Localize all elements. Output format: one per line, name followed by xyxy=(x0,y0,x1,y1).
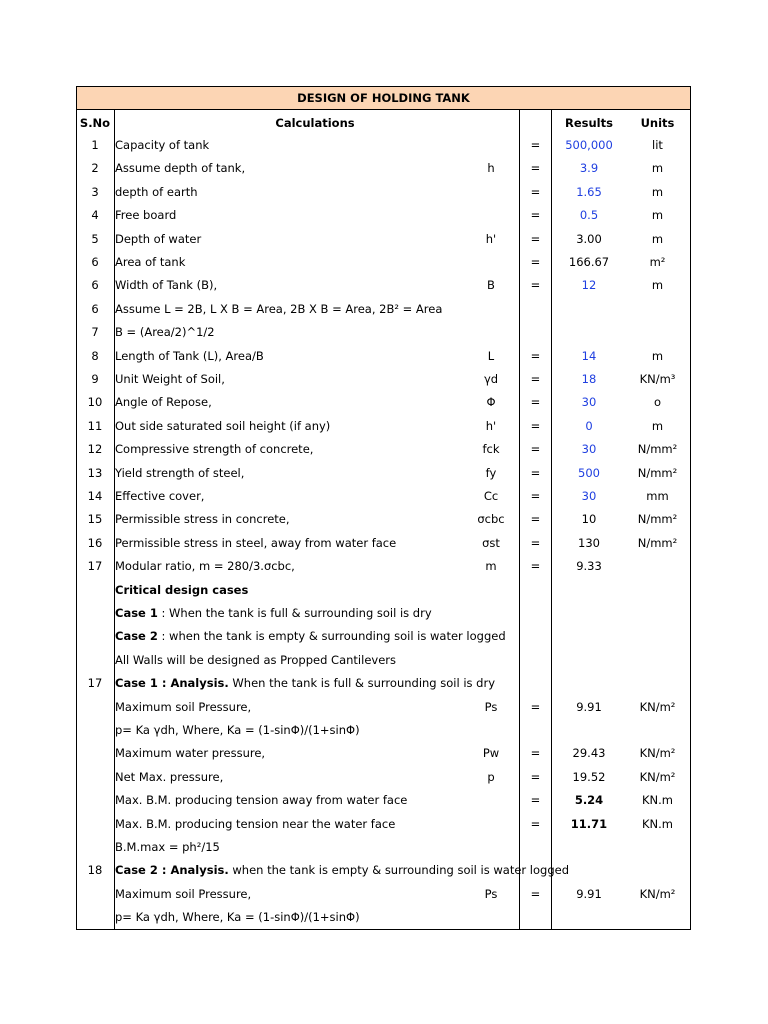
row-number: 17 xyxy=(87,559,103,574)
row-calculation-text: Angle of Repose, xyxy=(115,395,212,410)
table-row xyxy=(76,672,691,695)
row-symbol: h xyxy=(487,161,495,176)
row-calculation xyxy=(115,859,569,882)
row-result: 29.43 xyxy=(572,746,606,761)
header-results: Results xyxy=(565,116,613,130)
row-result: 30 xyxy=(581,489,597,503)
row-calculation-text: Assume L = 2B, L X B = Area, 2B X B = Area, 2B² = Area xyxy=(115,301,443,316)
row-calculation-text: All Walls will be designed as Propped Cantilevers xyxy=(115,652,396,667)
row-symbol: p xyxy=(487,769,495,784)
row-calculation xyxy=(115,204,176,227)
row-symbol: γd xyxy=(483,372,499,386)
row-calculation-text: when the tank is empty & surrounding soil is water logged xyxy=(228,863,569,878)
row-unit: lit xyxy=(652,138,663,152)
row-calculation-label: Case 2 xyxy=(115,629,158,644)
row-symbol: σst xyxy=(482,535,500,550)
row-calculation xyxy=(115,696,251,719)
row-calculation xyxy=(115,789,407,812)
row-unit: KN.m xyxy=(641,793,673,808)
table-row xyxy=(76,602,691,625)
row-unit: m xyxy=(651,278,664,293)
row-symbol: h' xyxy=(485,418,497,433)
row-calculation-text: When the tank is full & surrounding soil is dry xyxy=(228,676,496,691)
row-unit: m xyxy=(651,161,664,176)
row-calculation xyxy=(115,181,198,204)
row-unit: m xyxy=(651,184,664,199)
row-result: 18 xyxy=(581,372,597,386)
row-number: 7 xyxy=(91,325,99,340)
row-symbol: L xyxy=(487,348,495,363)
row-calculation xyxy=(115,532,396,555)
row-calculation-text: Effective cover, xyxy=(115,489,205,503)
row-calculation-text: Maximum soil Pressure, xyxy=(115,699,252,714)
row-number: 8 xyxy=(91,348,99,363)
row-calculation xyxy=(115,672,495,695)
row-unit: KN.m xyxy=(641,816,673,831)
row-unit: N/mm² xyxy=(637,535,678,550)
table-row xyxy=(76,368,691,391)
table-row xyxy=(76,462,691,485)
row-result: 1.65 xyxy=(576,184,602,199)
row-calculation-text: Maximum water pressure, xyxy=(115,746,266,761)
row-unit: KN/m³ xyxy=(639,372,676,386)
row-calculation xyxy=(115,228,201,251)
row-calculation xyxy=(115,508,290,531)
row-calculation xyxy=(115,462,244,485)
row-unit: KN/m² xyxy=(639,886,676,901)
table-row xyxy=(76,742,691,765)
row-equals: = xyxy=(530,699,541,714)
row-result: 3.9 xyxy=(579,161,599,176)
row-calculation xyxy=(115,485,204,508)
row-calculation-text: Depth of water xyxy=(115,231,202,246)
row-unit: KN/m² xyxy=(639,746,676,761)
row-result: 9.91 xyxy=(576,886,602,901)
row-number: 11 xyxy=(87,418,103,433)
table-row xyxy=(76,836,691,859)
row-calculation xyxy=(115,368,225,391)
row-calculation-text: p= Ka γdh, Where, Ka = (1-sinΦ)/(1+sinΦ) xyxy=(115,910,360,925)
row-number: 6 xyxy=(91,255,99,269)
header-calculations: Calculations xyxy=(275,116,355,130)
row-result: 500,000 xyxy=(565,138,613,152)
table-row xyxy=(76,766,691,789)
table-row xyxy=(76,649,691,672)
row-symbol: fck xyxy=(482,442,500,457)
row-calculation-text: Modular ratio, m = 280/3.σcbc, xyxy=(115,559,295,574)
row-result: 9.91 xyxy=(576,699,602,714)
row-calculation xyxy=(115,345,264,368)
table-row xyxy=(76,274,691,297)
row-equals: = xyxy=(530,769,541,784)
row-result: 30 xyxy=(581,395,597,410)
row-calculation-text: Free board xyxy=(115,208,177,223)
row-symbol: Pw xyxy=(482,746,500,761)
row-result: 130 xyxy=(578,535,600,550)
header-units: Units xyxy=(640,116,675,130)
row-equals: = xyxy=(530,138,541,152)
row-calculation-text: Critical design cases xyxy=(115,582,249,597)
row-calculation xyxy=(115,579,248,602)
row-calculation-text: Capacity of tank xyxy=(115,138,210,152)
row-calculation-text: B.M.max = ph²/15 xyxy=(115,840,220,854)
row-calculation-text: Out side saturated soil height (if any) xyxy=(115,418,331,433)
row-symbol: m xyxy=(485,559,497,574)
table-row xyxy=(76,391,691,414)
row-calculation xyxy=(115,555,295,578)
row-number: 17 xyxy=(87,676,103,691)
table-row xyxy=(76,883,691,906)
row-unit: mm xyxy=(646,489,669,503)
row-calculation-text: Unit Weight of Soil, xyxy=(115,372,225,386)
row-calculation xyxy=(115,649,396,672)
row-calculation xyxy=(115,391,212,414)
header-sno: S.No xyxy=(79,116,111,130)
row-result: 3.00 xyxy=(576,231,602,246)
row-equals: = xyxy=(530,512,541,527)
row-unit: m² xyxy=(649,255,666,269)
table-row xyxy=(76,696,691,719)
row-calculation-text: B = (Area/2)^1/2 xyxy=(115,325,215,340)
row-equals: = xyxy=(530,395,541,410)
table-row xyxy=(76,228,691,251)
row-calculation-text: Permissible stress in concrete, xyxy=(115,512,290,527)
row-result: 0 xyxy=(585,418,593,433)
row-result: 10 xyxy=(581,512,597,527)
row-equals: = xyxy=(530,184,541,199)
row-equals: = xyxy=(530,746,541,761)
table-row xyxy=(76,321,691,344)
row-unit: o xyxy=(653,395,662,410)
row-calculation-text: Width of Tank (B), xyxy=(115,278,218,293)
row-number: 9 xyxy=(91,372,99,386)
table-row xyxy=(76,719,691,742)
row-result: 0.5 xyxy=(579,208,599,223)
row-calculation xyxy=(115,625,506,648)
row-equals: = xyxy=(530,535,541,550)
row-calculation-label: Case 1 : Analysis. xyxy=(115,676,229,691)
row-equals: = xyxy=(530,255,541,269)
row-calculation-text: Max. B.M. producing tension near the water face xyxy=(115,816,396,831)
row-calculation-text: Area of tank xyxy=(115,255,186,269)
row-calculation-text: p= Ka γdh, Where, Ka = (1-sinΦ)/(1+sinΦ) xyxy=(115,723,360,737)
row-symbol: h' xyxy=(485,231,497,246)
table-row xyxy=(76,251,691,274)
row-calculation-text: Length of Tank (L), Area/B xyxy=(115,348,264,363)
table-row xyxy=(76,579,691,602)
row-equals: = xyxy=(530,348,541,363)
table-row xyxy=(76,415,691,438)
row-unit: KN/m² xyxy=(639,699,676,714)
row-number: 1 xyxy=(91,138,99,152)
row-equals: = xyxy=(530,465,541,480)
row-equals: = xyxy=(530,886,541,901)
row-calculation-text: : when the tank is empty & surrounding soil is water logged xyxy=(157,629,506,644)
table-row xyxy=(76,813,691,836)
row-calculation xyxy=(115,766,223,789)
row-calculation xyxy=(115,251,185,274)
header-row xyxy=(76,112,691,135)
row-calculation-text: Assume depth of tank, xyxy=(115,161,246,176)
row-symbol: Cc xyxy=(483,489,499,503)
row-symbol: Ps xyxy=(484,886,498,901)
row-calculation xyxy=(115,298,442,321)
table-row xyxy=(76,485,691,508)
row-result: 166.67 xyxy=(568,255,610,269)
row-result: 5.24 xyxy=(574,793,604,808)
row-number: 15 xyxy=(87,512,103,527)
row-calculation xyxy=(115,157,245,180)
row-result: 30 xyxy=(581,442,597,457)
row-calculation-text: Maximum soil Pressure, xyxy=(115,886,252,901)
row-result: 12 xyxy=(581,278,597,293)
row-equals: = xyxy=(530,278,541,293)
row-result: 11.71 xyxy=(570,816,608,831)
row-symbol: Φ xyxy=(486,395,496,410)
row-calculation xyxy=(115,602,432,625)
row-unit: m xyxy=(651,348,664,363)
row-calculation-text: : When the tank is full & surrounding soil is dry xyxy=(157,606,432,620)
table-row xyxy=(76,508,691,531)
table-row xyxy=(76,134,691,157)
row-calculation-label: Case 1 xyxy=(115,606,158,620)
table-row xyxy=(76,204,691,227)
table-row xyxy=(76,906,691,929)
row-unit: N/mm² xyxy=(637,465,678,480)
table-row xyxy=(76,789,691,812)
row-unit: N/mm² xyxy=(637,512,678,527)
row-equals: = xyxy=(530,208,541,223)
table-row xyxy=(76,859,691,882)
row-calculation-text: Net Max. pressure, xyxy=(115,769,224,784)
table-row xyxy=(76,555,691,578)
row-calculation xyxy=(115,321,215,344)
row-calculation xyxy=(115,813,395,836)
row-calculation xyxy=(115,883,251,906)
row-result: 14 xyxy=(581,348,597,363)
row-calculation xyxy=(115,438,313,461)
row-equals: = xyxy=(530,161,541,176)
row-calculation-text: depth of earth xyxy=(115,184,198,199)
row-number: 4 xyxy=(91,208,99,223)
row-calculation xyxy=(115,906,360,929)
row-calculation xyxy=(115,274,217,297)
row-result: 500 xyxy=(578,465,600,480)
row-number: 16 xyxy=(87,535,103,550)
row-number: 14 xyxy=(87,489,103,503)
row-calculation xyxy=(115,719,360,742)
row-result: 19.52 xyxy=(572,769,606,784)
row-unit: m xyxy=(651,418,664,433)
row-equals: = xyxy=(530,231,541,246)
row-calculation-text: Yield strength of steel, xyxy=(115,465,245,480)
row-unit: N/mm² xyxy=(637,442,678,457)
table-row xyxy=(76,181,691,204)
row-unit: m xyxy=(651,208,664,223)
row-symbol: B xyxy=(487,278,495,293)
sheet-title: DESIGN OF HOLDING TANK xyxy=(76,86,691,110)
table-row xyxy=(76,438,691,461)
row-number: 3 xyxy=(91,184,99,199)
row-equals: = xyxy=(530,372,541,386)
row-result: 9.33 xyxy=(576,559,602,574)
row-calculation-label: Case 2 : Analysis. xyxy=(115,863,229,878)
row-symbol: Ps xyxy=(484,699,498,714)
row-unit: KN/m² xyxy=(639,769,676,784)
row-equals: = xyxy=(530,442,541,457)
row-number: 6 xyxy=(91,278,99,293)
row-number: 2 xyxy=(91,161,99,176)
table-row xyxy=(76,298,691,321)
table-row xyxy=(76,532,691,555)
row-symbol: σcbc xyxy=(477,512,505,527)
row-number: 18 xyxy=(87,863,103,878)
row-equals: = xyxy=(530,489,541,503)
row-number: 6 xyxy=(91,301,99,316)
row-unit: m xyxy=(651,231,664,246)
row-equals: = xyxy=(530,816,541,831)
row-calculation xyxy=(115,836,220,859)
row-equals: = xyxy=(530,418,541,433)
row-calculation xyxy=(115,134,209,157)
table-row xyxy=(76,625,691,648)
row-calculation xyxy=(115,742,265,765)
row-number: 5 xyxy=(91,231,99,246)
row-equals: = xyxy=(530,793,541,808)
row-calculation-text: Compressive strength of concrete, xyxy=(115,442,314,457)
row-number: 13 xyxy=(87,465,103,480)
row-symbol: fy xyxy=(485,465,497,480)
calculation-sheet xyxy=(76,86,691,930)
row-calculation-text: Max. B.M. producing tension away from water face xyxy=(115,793,408,808)
row-calculation-text: Permissible stress in steel, away from water face xyxy=(115,535,397,550)
table-row xyxy=(76,345,691,368)
row-calculation xyxy=(115,415,330,438)
row-number: 12 xyxy=(87,442,103,457)
table-row xyxy=(76,157,691,180)
row-equals: = xyxy=(530,559,541,574)
row-number: 10 xyxy=(87,395,103,410)
